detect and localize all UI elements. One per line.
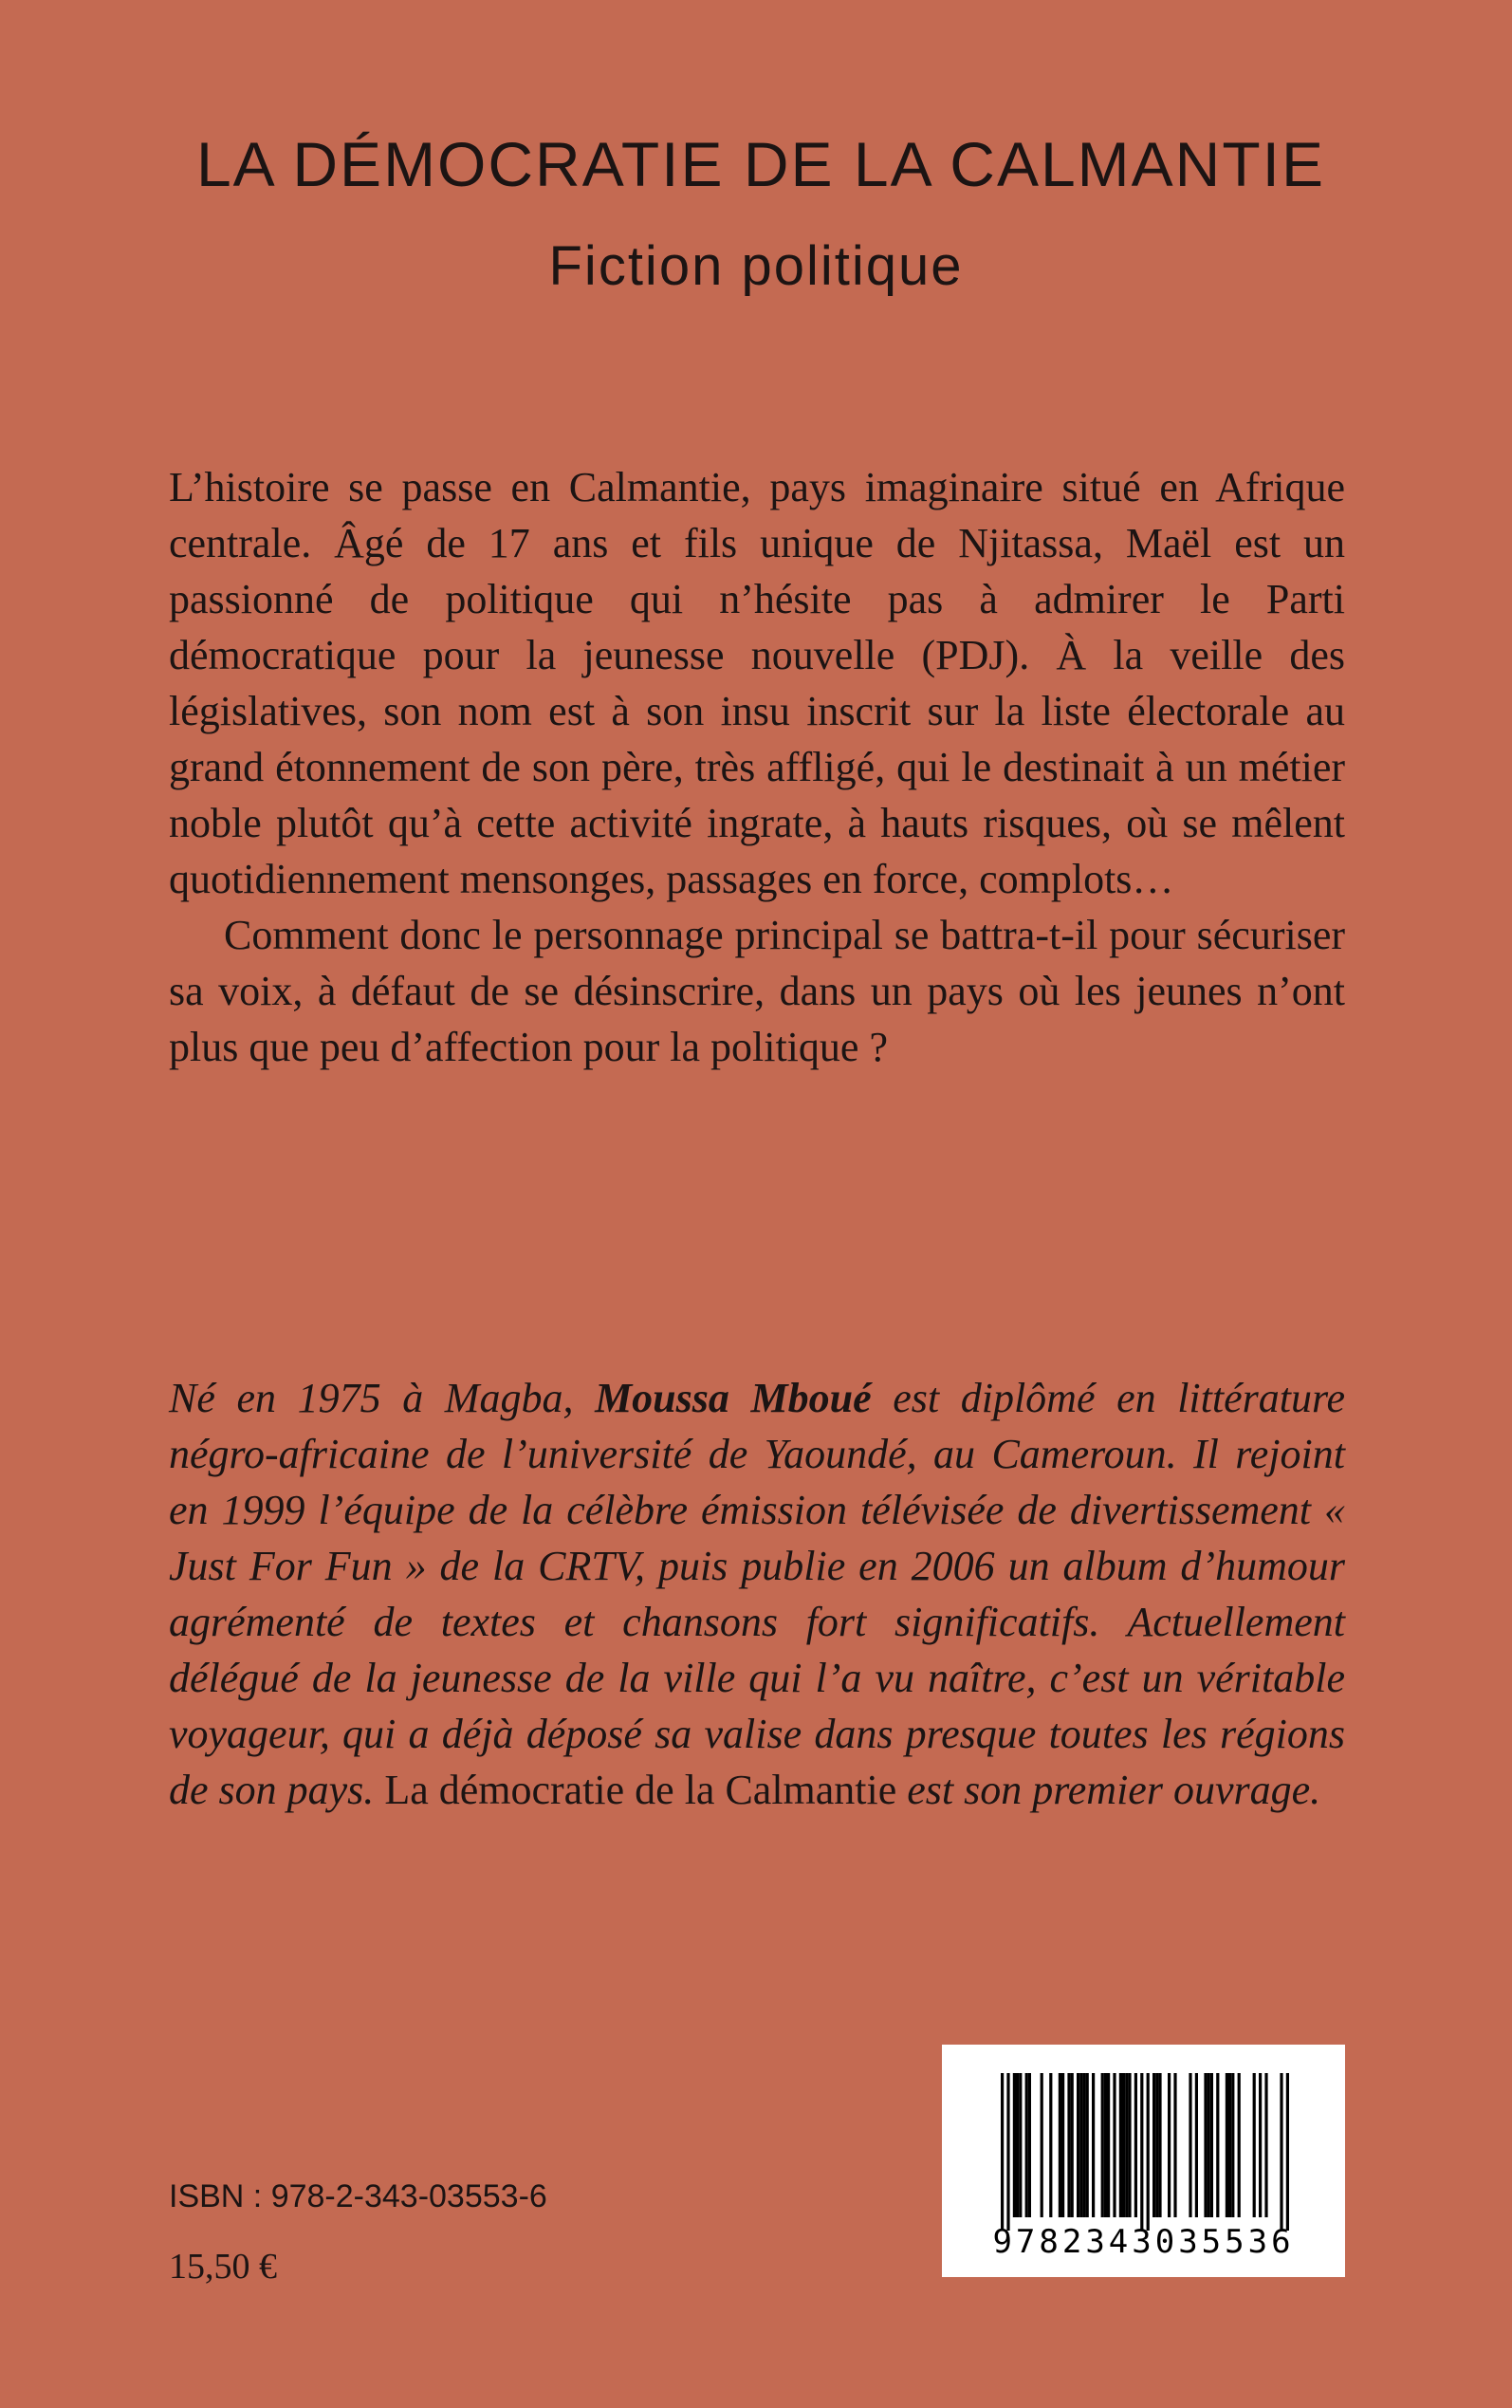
barcode-bar [1113,2073,1116,2217]
barcode-bar [1286,2073,1289,2231]
bio-text: est diplômé en littérature négro-africaine de l’université de Yaoundé, au Cameroun. Il rejoint en 1999 l’équipe de la célèbre émission télévisée de divertissement « Just For Fun » de la CRTV, puis publie en 2006 un album d’humour agrémenté de textes et chansons fort significatifs. Actuellement délégué de la jeunesse de la ville qui l’a vu naître, c’est un véritable voyageur, qui a déjà déposé sa valise dans presque toutes les régions de son pays. [169,1375,1345,1813]
barcode-bar [1049,2073,1052,2217]
barcode-bar [1061,2073,1064,2217]
barcode-bar [1128,2073,1131,2217]
barcode-bar [1119,2073,1122,2217]
barcode-bar [1216,2073,1219,2217]
barcode-bar [1280,2073,1282,2231]
barcode-bar [1238,2073,1241,2217]
barcode-bar [1122,2073,1125,2217]
barcode-bar [1147,2073,1150,2231]
barcode-bar [1140,2073,1143,2231]
barcode-bar [1028,2073,1031,2217]
synopsis [169,459,1345,1075]
barcode-bar [1231,2073,1234,2217]
barcode-bar [1226,2073,1228,2217]
book-subtitle: Fiction politique [548,235,964,297]
barcode [942,2045,1345,2277]
price-label: 15,50 € [169,2247,277,2287]
barcode-bar [1006,2073,1009,2231]
barcode-bar [1082,2073,1085,2217]
barcode-bar [1067,2073,1070,2217]
barcode-bar [1204,2073,1207,2217]
bio-closing: est son premier ouvrage. [896,1767,1321,1813]
barcode-bar [1155,2073,1158,2217]
barcode-bar [1077,2073,1079,2217]
book-title: LA DÉMOCRATIE DE LA CALMANTIE [195,129,1326,199]
barcode-bar [1104,2073,1107,2217]
barcode-bar [1107,2073,1110,2217]
barcode-bar [1016,2073,1019,2217]
bio-intro: Né en 1975 à Magba, [169,1375,596,1421]
barcode-bar [1013,2073,1016,2217]
barcode-bar [1071,2073,1074,2217]
barcode-bar [1019,2073,1022,2217]
barcode-bar [1041,2073,1043,2217]
barcode-bar [1210,2073,1213,2217]
barcode-bar [1152,2073,1155,2217]
barcode-bar [1134,2073,1137,2217]
barcode-bar [1253,2073,1256,2217]
author-name: Moussa Mboué [595,1375,872,1421]
synopsis-paragraph-1: L’histoire se passe en Calmantie, pays imaginaire situé en Afrique centrale. Âgé de 17 ans et fils unique de Njitassa, Maël est un passionné de politique qui n’hésite pas à admirer le Parti démocratique pour la jeunesse nouvelle (PDJ). À la veille des législatives, son nom est à son insu inscrit sur la liste électorale au grand étonnement de son père, très affligé, qui le destinait à un métier noble plutôt qu’à cette activité ingrate, à hauts risques, où se mêlent quotidiennement mensonges, passages en force, complots… [169,464,1345,902]
barcode-bar [1092,2073,1095,2217]
barcode-bar [1001,2073,1004,2231]
bio-book-title: La démocratie de la Calmantie [384,1767,897,1813]
barcode-bar [1125,2073,1128,2217]
barcode-bar [1259,2073,1262,2217]
barcode-bar [1059,2073,1061,2217]
barcode-bar [1101,2073,1104,2217]
barcode-bar [1168,2073,1171,2217]
author-bio [169,1370,1345,1818]
barcode-bar [1208,2073,1210,2217]
barcode-number: 9782343035536 [992,2223,1295,2261]
barcode-bar [1158,2073,1161,2217]
barcode-bar [1086,2073,1089,2217]
synopsis-paragraph-2: Comment donc le personnage principal se battra-t-il pour sécuriser sa voix, à défaut de se désinscrire, dans un pays où les jeunes n’ont plus que peu d’affection pour la politique ? [169,912,1345,1070]
barcode-bar [1228,2073,1231,2217]
barcode-bar [1025,2073,1028,2217]
barcode-bar [1173,2073,1176,2217]
barcode-bar [1189,2073,1191,2217]
barcode-bar [1079,2073,1082,2217]
isbn-label: ISBN : 978-2-343-03553-6 [169,2178,547,2214]
barcode-bar [1264,2073,1267,2217]
barcode-bar [1195,2073,1198,2217]
